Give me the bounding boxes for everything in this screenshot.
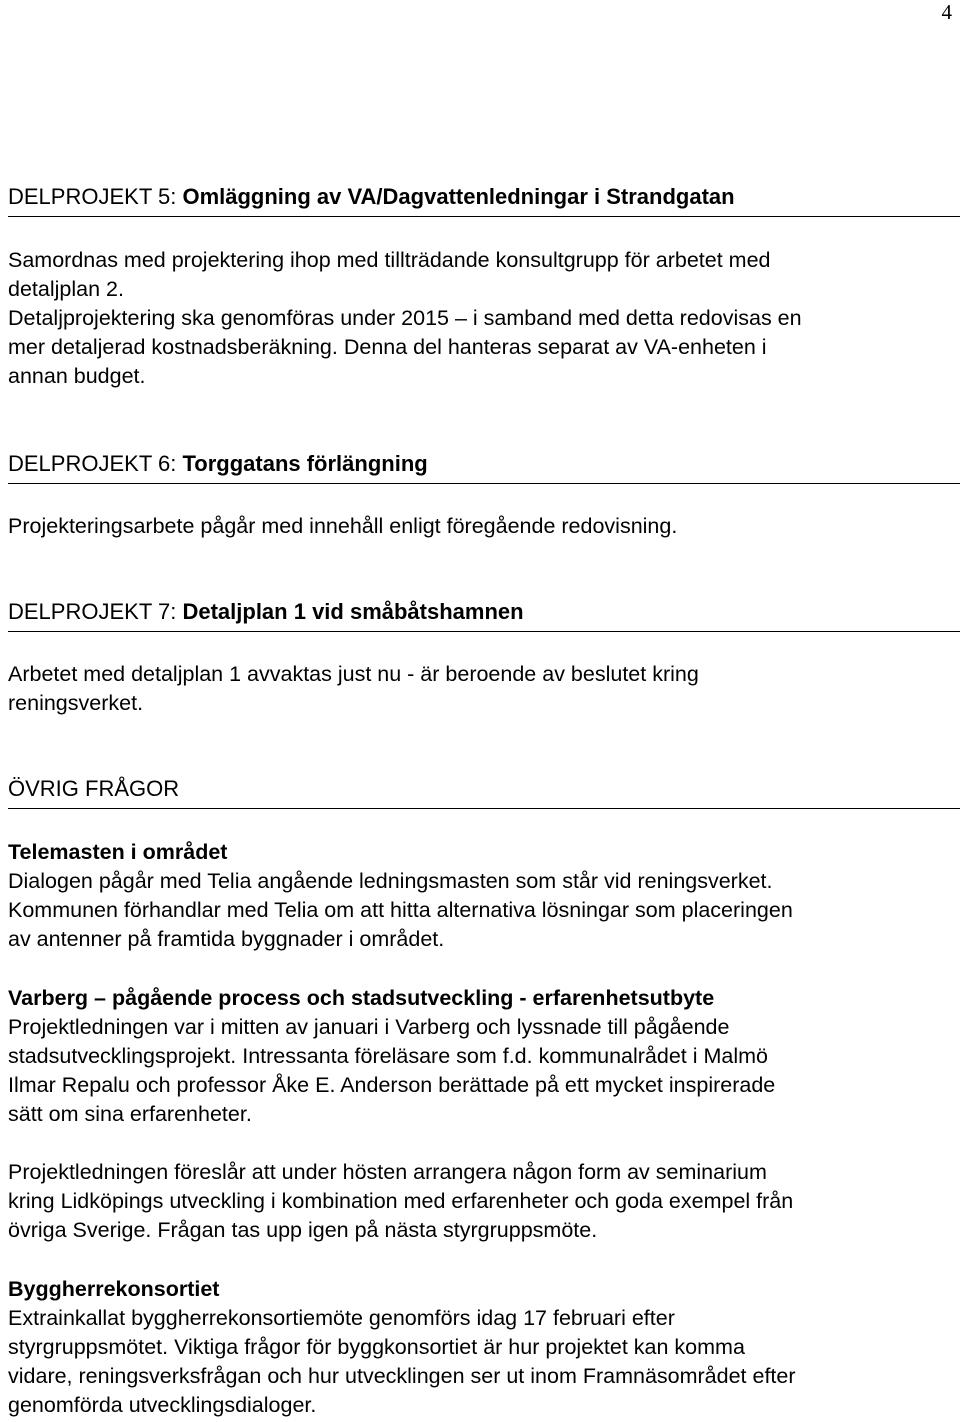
page-number: 4	[941, 0, 952, 24]
text-line: Projektledningen föreslår att under hösten arrangera någon form av seminarium	[8, 1160, 767, 1184]
text-line: av antenner på framtida byggnader i området.	[8, 927, 445, 951]
subsection-title: Telemasten i området	[8, 840, 228, 864]
section-heading-ovrig	[8, 776, 960, 809]
section-title: ÖVRIG FRÅGOR	[8, 776, 180, 801]
section-paragraph-dp7	[8, 660, 953, 718]
text-line: Detaljprojektering ska genomföras under 2015 – i samband med detta redovisas en	[8, 306, 802, 330]
subsection-varberg	[8, 984, 953, 1129]
section-heading-dp6	[8, 451, 960, 484]
text-line: Samordnas med projektering ihop med tillträdande konsultgrupp för arbetet med	[8, 248, 771, 272]
section-colon: :	[170, 184, 177, 209]
text-line: styrgruppsmötet. Viktiga frågor för byggkonsortiet är hur projektet kan komma	[8, 1335, 745, 1359]
subsection-title: Byggherrekonsortiet	[8, 1277, 220, 1301]
section-title: Detaljplan 1 vid småbåtshamnen	[182, 599, 524, 624]
paragraph-seminarium	[8, 1158, 953, 1245]
text-line: Projekteringsarbete pågår med innehåll enligt föregående redovisning.	[8, 514, 678, 538]
section-title: Torggatans förlängning	[182, 451, 428, 476]
section-paragraph-dp6	[8, 512, 953, 541]
section-heading-dp7	[8, 599, 960, 632]
section-prefix: DELPROJEKT 7	[8, 599, 171, 624]
text-line: mer detaljerad kostnadsberäkning. Denna del hanteras separat av VA-enheten i	[8, 335, 767, 359]
text-line: Arbetet med detaljplan 1 avvaktas just nu - är beroende av beslutet kring	[8, 662, 699, 686]
subsection-telemasten	[8, 838, 953, 954]
section-heading-dp5	[8, 184, 960, 217]
section-title: Omläggning av VA/Dagvattenledningar i Strandgatan	[182, 184, 735, 209]
text-line: övriga Sverige. Frågan tas upp igen på nästa styrgruppsmöte.	[8, 1218, 598, 1242]
text-line: stadsutvecklingsprojekt. Intressanta föreläsare som f.d. kommunalrådet i Malmö	[8, 1044, 768, 1068]
text-line: kring Lidköpings utveckling i kombination med erfarenheter och goda exempel från	[8, 1189, 794, 1213]
text-line: Ilmar Repalu och professor Åke E. Anderson berättade på ett mycket inspirerade	[8, 1073, 776, 1097]
text-line: Kommunen förhandlar med Telia om att hitta alternativa lösningar som placeringen	[8, 898, 793, 922]
text-line: vidare, reningsverksfrågan och hur utvecklingen ser ut inom Framnäsområdet efter	[8, 1364, 796, 1388]
subsection-title: Varberg – pågående process och stadsutveckling - erfarenhetsutbyte	[8, 986, 715, 1010]
text-line: annan budget.	[8, 364, 146, 388]
text-line: genomförda utvecklingsdialoger.	[8, 1393, 317, 1417]
text-line: Dialogen pågår med Telia angående ledningsmasten som står vid reningsverket.	[8, 869, 773, 893]
text-line: reningsverket.	[8, 691, 144, 715]
section-colon: :	[170, 451, 177, 476]
text-line: detaljplan 2.	[8, 277, 124, 301]
text-line: sätt om sina erfarenheter.	[8, 1102, 252, 1126]
section-prefix: DELPROJEKT 6	[8, 451, 171, 476]
text-line: Projektledningen var i mitten av januari i Varberg och lyssnade till pågående	[8, 1015, 730, 1039]
section-paragraph-dp5	[8, 246, 953, 391]
subsection-byggherrekonsortiet	[8, 1275, 953, 1420]
text-line: Extrainkallat byggherrekonsortiemöte genomförs idag 17 februari efter	[8, 1306, 675, 1330]
section-prefix: DELPROJEKT 5	[8, 184, 171, 209]
section-colon: :	[170, 599, 177, 624]
